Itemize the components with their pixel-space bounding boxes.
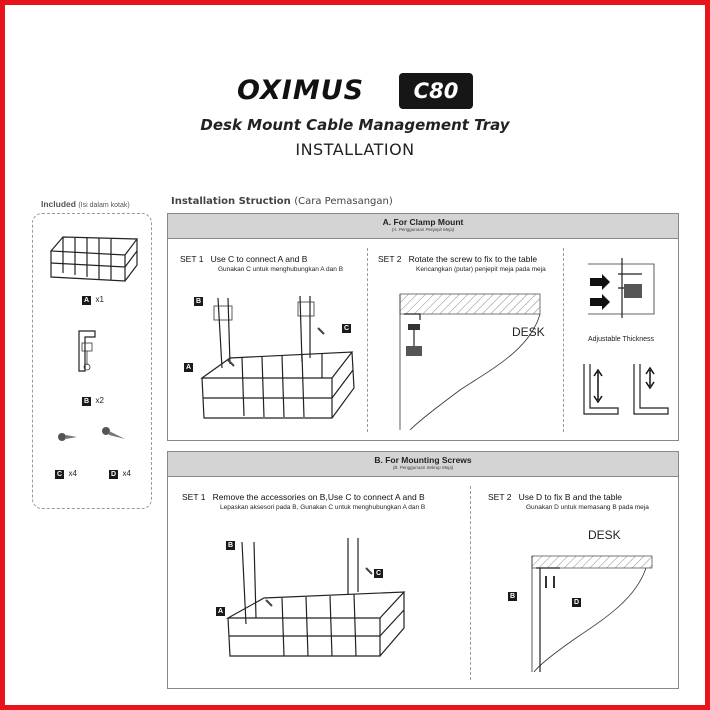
clamp-set2-sub: Kencangkan (putar) penjepit meja pada meja [416,266,546,273]
thickness-illustration [578,360,674,420]
clamp-mount-header [168,214,678,239]
mounting-screws-heading: B. For Mounting Screws [374,455,472,465]
label-b: B [509,593,516,600]
tray-illustration [45,233,141,283]
included-item-d: D x4 [110,469,131,478]
mounting-screws-subheading: (B. Penggunaan Sekrup Meja) [392,465,454,470]
clamp-set2: SET 2 Rotate the screw to fix to the table [378,254,538,264]
label-b: B [195,298,202,305]
screws-set2-illustration [516,548,656,678]
desk-label: DESK [512,325,545,339]
clamp-set1-illustration [182,278,362,428]
screws-set1-sub: Lepaskan aksesori pada B, Gunakan C untuk menghubungkan A dan B [220,504,426,511]
screws-set2-sub: Gunakan D untuk memasang B pada meja [526,504,649,511]
product-title: Desk Mount Cable Management Tray [200,116,510,134]
clamp-set2-illustration [380,280,560,430]
included-title: Included (Isi dalam kotak) [41,199,130,209]
screw-c-illustration [57,429,79,445]
bracket-illustration [73,327,103,377]
clamp-set1: SET 1 Use C to connect A and B [180,254,308,264]
label-b: B [227,542,234,549]
brand-logo: OXIMUS [237,75,365,106]
mounting-screws-panel [167,451,679,689]
clamp-mount-panel [167,213,679,441]
mounting-screws-header [168,452,678,477]
installation-title: Installation Struction (Cara Pemasangan) [171,196,393,207]
clamp-mount-heading: A. For Clamp Mount [382,217,464,227]
screws-set1-illustration [208,528,408,678]
label-a: A [217,608,224,615]
screw-d-illustration [101,425,127,443]
label-a: A [185,364,192,371]
label-c: C [375,570,382,577]
instruction-sheet [5,5,705,705]
included-item-c: C x4 [56,469,77,478]
adjust-illustration [584,254,672,334]
label-d: D [573,599,580,606]
model-badge: C80 [399,73,473,109]
installation-heading: INSTALLATION [295,140,415,159]
label-c: C [343,325,350,332]
screws-set2: SET 2 Use D to fix B and the table [488,492,623,502]
adjustable-thickness-label: Adjustable Thickness [588,336,655,343]
screws-set1: SET 1 Remove the accessories on B,Use C to connect A and B [182,492,425,502]
included-item-b: B x2 [83,396,104,405]
desk-label: DESK [588,528,621,542]
included-item-a: A x1 [83,295,104,304]
clamp-mount-subheading: (A. Penggunaan Penjepit Meja) [391,227,455,232]
clamp-set1-sub: Gunakan C untuk menghubungkan A dan B [218,266,344,273]
